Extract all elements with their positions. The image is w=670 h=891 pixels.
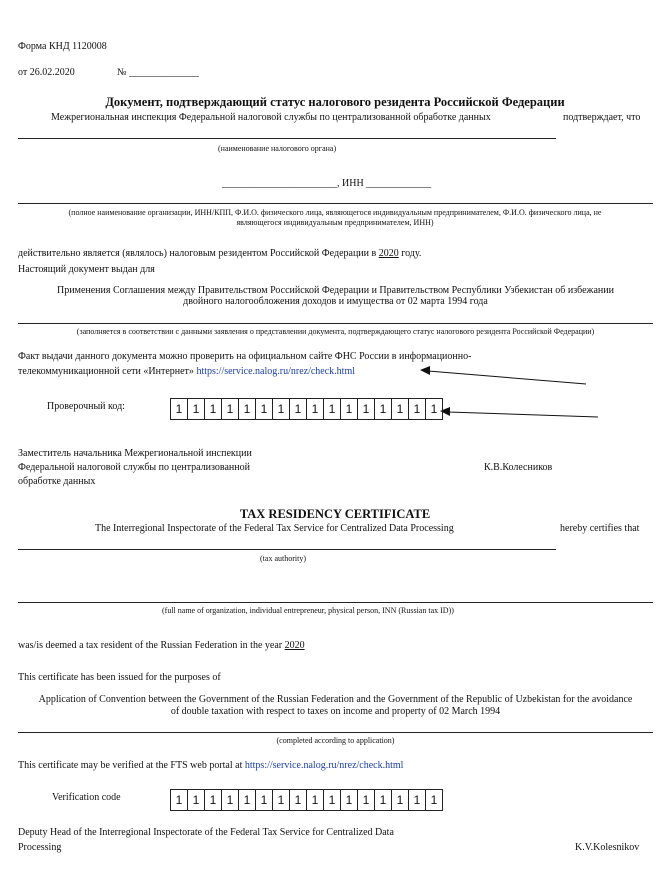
ru-name-caption-1: (полное наименование организации, ИНН/КПП, Ф.И.О. физического лица, являющегося индивидуальным предпринимателем, Ф.И.О. физического лица, не (68, 208, 602, 217)
code-digit-box: 1 (187, 789, 205, 811)
en-purpose-1: Application of Convention between the Government of the Russian Federation and the Government of the Republic of Uzbekistan for the avoidance (38, 694, 633, 705)
code-digit-box: 1 (408, 398, 426, 420)
ru-issued-for: Настоящий документ выдан для (18, 264, 155, 275)
code-digit-box: 1 (323, 398, 341, 420)
ru-inn-line: _______________________, ИНН _____________ (222, 178, 432, 189)
ru-resident-prefix: действительно является (являлось) налоговым резидентом Российской Федерации в (18, 248, 377, 259)
en-title: TAX RESIDENCY CERTIFICATE (239, 507, 431, 521)
code-digit-box: 1 (374, 789, 392, 811)
en-verification-code (170, 789, 443, 811)
en-verify-prefix: This certificate may be verified at the FTS web portal at (18, 760, 243, 771)
en-name-line (18, 602, 653, 603)
ru-resident-year: 2020 (378, 248, 399, 259)
ru-verify-text-1: Факт выдачи данного документа можно проверить на официальном сайте ФНС России в информационно- (18, 351, 472, 362)
ru-signer-line-3: обработке данных (18, 476, 96, 487)
en-resident-year: 2020 (284, 640, 305, 651)
code-digit-box: 1 (187, 398, 205, 420)
en-code-label: Verification code (52, 792, 121, 803)
code-digit-box: 1 (238, 398, 256, 420)
en-authority-caption: (tax authority) (260, 554, 306, 563)
code-digit-box: 1 (170, 789, 188, 811)
en-signer-name: K.V.Kolesnikov (575, 842, 640, 853)
en-purpose-caption: (completed according to application) (276, 736, 395, 745)
code-digit-box: 1 (425, 398, 443, 420)
code-digit-box: 1 (204, 789, 222, 811)
code-digit-box: 1 (255, 398, 273, 420)
ru-signer-line-2: Федеральной налоговой службы по централизованной (18, 462, 250, 473)
ru-authority-caption: (наименование налогового органа) (218, 144, 337, 153)
ru-name-caption-2: являющегося индивидуальным предпринимателем, ИНН) (236, 218, 434, 227)
ru-verification-code (170, 398, 443, 420)
ru-purpose-2: двойного налогообложения доходов и имущества от 02 марта 1994 года (183, 296, 488, 307)
code-digit-box: 1 (408, 789, 426, 811)
code-digit-box: 1 (170, 398, 188, 420)
code-digit-box: 1 (425, 789, 443, 811)
code-digit-box: 1 (391, 789, 409, 811)
code-digit-box: 1 (221, 398, 239, 420)
en-signer-line-2: Processing (18, 842, 62, 853)
code-digit-box: 1 (340, 398, 358, 420)
code-digit-box: 1 (255, 789, 273, 811)
ru-code-label: Проверочный код: (47, 401, 125, 412)
ru-purpose-caption: (заполняется в соответствии с данными заявления о представлении документа, подтверждающего статус налогового резидента Российской Федерации) (76, 327, 595, 336)
ru-certifies: подтверждает, что (563, 112, 641, 123)
code-digit-box: 1 (272, 789, 290, 811)
code-digit-box: 1 (289, 789, 307, 811)
form-number: № ______________ (117, 67, 200, 78)
en-name-caption: (full name of organization, individual entrepreneur, physical person, INN (Russian tax ID)) (162, 606, 454, 615)
form-date: от 26.02.2020 (18, 67, 75, 78)
ru-signer-name: К.В.Колесников (484, 462, 553, 473)
code-digit-box: 1 (391, 398, 409, 420)
code-digit-box: 1 (374, 398, 392, 420)
en-resident-statement (18, 640, 305, 651)
code-digit-box: 1 (340, 789, 358, 811)
code-digit-box: 1 (323, 789, 341, 811)
code-digit-box: 1 (238, 789, 256, 811)
ru-verify-link[interactable]: https://service.nalog.ru/nrez/check.html (196, 366, 355, 377)
ru-purpose-1: Применения Соглашения между Правительством Российской Федерации и Правительством Республики Узбекистан об избежании (57, 285, 614, 296)
code-digit-box: 1 (357, 398, 375, 420)
code-digit-box: 1 (204, 398, 222, 420)
code-digit-box: 1 (357, 789, 375, 811)
ru-title: Документ, подтверждающий статус налогового резидента Российской Федерации (105, 95, 565, 109)
en-certifies: hereby certifies that (560, 523, 640, 534)
code-digit-box: 1 (306, 789, 324, 811)
ru-authority: Межрегиональная инспекция Федеральной налоговой службы по централизованной обработке данных (51, 112, 491, 123)
en-authority: The Interregional Inspectorate of the Federal Tax Service for Centralized Data Processing (95, 523, 454, 534)
en-verify-link[interactable]: https://service.nalog.ru/nrez/check.html (244, 760, 404, 771)
code-digit-box: 1 (221, 789, 239, 811)
ru-resident-suffix: году. (401, 248, 422, 259)
en-purpose-2: of double taxation with respect to taxes on income and property of 02 March 1994 (170, 706, 501, 717)
en-purpose-line (18, 732, 653, 733)
form-code: Форма КНД 1120008 (18, 41, 107, 52)
ru-verify-prefix: телекоммуникационной сети «Интернет» (18, 366, 194, 377)
code-digit-box: 1 (289, 398, 307, 420)
ru-signer-line-1: Заместитель начальника Межрегиональной инспекции (18, 448, 252, 459)
en-resident-prefix: was/is deemed a tax resident of the Russian Federation in the year (18, 640, 283, 651)
code-digit-box: 1 (272, 398, 290, 420)
en-verify-text (18, 760, 403, 771)
en-authority-line (18, 549, 556, 550)
en-signer-line-1: Deputy Head of the Interregional Inspectorate of the Federal Tax Service for Centralized Data (18, 827, 394, 838)
code-digit-box: 1 (306, 398, 324, 420)
en-issued-for: This certificate has been issued for the purposes of (18, 672, 221, 683)
